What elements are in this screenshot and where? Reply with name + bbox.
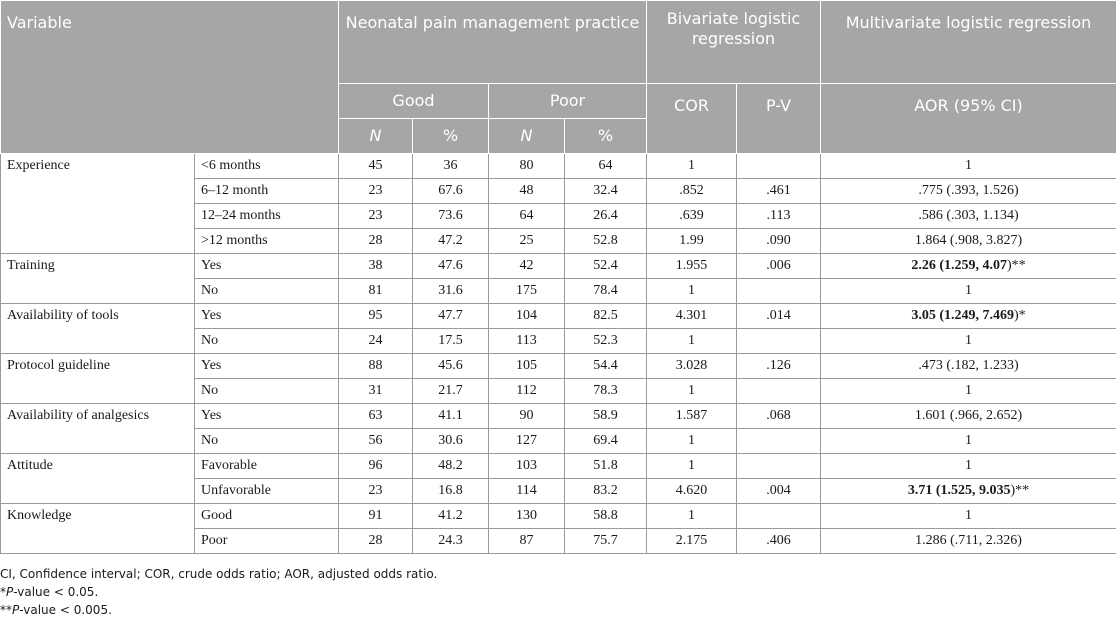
table-body [1, 154, 1116, 554]
good-n-cell: 95 [339, 304, 413, 329]
poor-n-cell: 25 [489, 229, 565, 254]
pv-cell: .014 [737, 304, 821, 329]
aor-value: 1.601 (.966, 2.652) [914, 408, 1023, 423]
good-pct-cell: 45.6 [413, 354, 489, 379]
good-pct-cell: 41.2 [413, 504, 489, 529]
level-cell: >12 months [195, 229, 339, 254]
aor-value-significant: 3.71 (1.525, 9.035 [907, 483, 1011, 498]
good-pct-cell: 16.8 [413, 479, 489, 504]
aor-value: )** [1007, 258, 1026, 273]
aor-value: .775 (.393, 1.526) [918, 183, 1019, 198]
header-practice: Neonatal pain management practice [339, 1, 647, 84]
cor-cell: 1.587 [647, 404, 737, 429]
poor-pct-cell: 26.4 [565, 204, 647, 229]
variable-cell: Attitude [1, 454, 195, 504]
aor-value: 1 [965, 283, 972, 298]
aor-value: .586 (.303, 1.134) [918, 208, 1019, 223]
cor-cell: 1.99 [647, 229, 737, 254]
aor-value: 1 [965, 383, 972, 398]
level-cell: Yes [195, 254, 339, 279]
aor-cell [821, 279, 1116, 304]
poor-pct-cell: 58.8 [565, 504, 647, 529]
aor-cell [821, 379, 1116, 404]
aor-cell [821, 254, 1116, 279]
good-n-cell: 88 [339, 354, 413, 379]
pv-cell: .006 [737, 254, 821, 279]
good-pct-cell: 73.6 [413, 204, 489, 229]
good-n-cell: 63 [339, 404, 413, 429]
footnote-mark: * [0, 585, 6, 599]
poor-pct-cell: 32.4 [565, 179, 647, 204]
good-n-cell: 24 [339, 329, 413, 354]
poor-n-cell: 90 [489, 404, 565, 429]
poor-pct-cell: 82.5 [565, 304, 647, 329]
level-cell: No [195, 379, 339, 404]
aor-cell [821, 179, 1116, 204]
poor-n-cell: 175 [489, 279, 565, 304]
aor-value: 1.286 (.711, 2.326) [915, 533, 1022, 548]
level-cell: Unfavorable [195, 479, 339, 504]
aor-value: 1 [965, 508, 972, 523]
good-n-cell: 38 [339, 254, 413, 279]
header-bivariate: Bivariate logistic regression [647, 1, 821, 84]
pv-cell [737, 379, 821, 404]
level-cell: 12–24 months [195, 204, 339, 229]
cor-cell: 1 [647, 454, 737, 479]
pv-cell [737, 279, 821, 304]
table-row [1, 304, 1116, 329]
good-pct-cell: 24.3 [413, 529, 489, 554]
poor-pct-cell: 83.2 [565, 479, 647, 504]
good-n-cell: 96 [339, 454, 413, 479]
header-good-n: N [339, 119, 413, 154]
aor-cell [821, 504, 1116, 529]
poor-n-cell: 42 [489, 254, 565, 279]
poor-pct-cell: 51.8 [565, 454, 647, 479]
level-cell: <6 months [195, 154, 339, 179]
pv-cell: .090 [737, 229, 821, 254]
aor-value: 1 [965, 333, 972, 348]
aor-value: 1 [965, 458, 972, 473]
poor-n-cell: 103 [489, 454, 565, 479]
aor-cell [821, 304, 1116, 329]
header-good-pct: % [413, 119, 489, 154]
cor-cell: 1 [647, 429, 737, 454]
header-cor: COR [647, 84, 737, 154]
header-good: Good [339, 84, 489, 119]
good-pct-cell: 47.2 [413, 229, 489, 254]
aor-cell [821, 454, 1116, 479]
cor-cell: .852 [647, 179, 737, 204]
aor-cell [821, 429, 1116, 454]
level-cell: Good [195, 504, 339, 529]
good-n-cell: 91 [339, 504, 413, 529]
pv-cell [737, 429, 821, 454]
pv-cell [737, 154, 821, 179]
poor-pct-cell: 52.4 [565, 254, 647, 279]
good-pct-cell: 67.6 [413, 179, 489, 204]
cor-cell: 4.301 [647, 304, 737, 329]
poor-pct-cell: 52.3 [565, 329, 647, 354]
good-n-cell: 23 [339, 179, 413, 204]
pv-cell [737, 329, 821, 354]
good-pct-cell: 47.7 [413, 304, 489, 329]
good-n-cell: 31 [339, 379, 413, 404]
level-cell: Yes [195, 304, 339, 329]
poor-n-cell: 87 [489, 529, 565, 554]
poor-pct-cell: 54.4 [565, 354, 647, 379]
variable-cell: Availability of tools [1, 304, 195, 354]
header-aor: AOR (95% CI) [821, 84, 1116, 154]
aor-cell [821, 479, 1116, 504]
table-row [1, 154, 1116, 179]
footnote-abbreviations: CI, Confidence interval; COR, crude odds ratio; AOR, adjusted odds ratio. [0, 567, 438, 581]
aor-value: 1.864 (.908, 3.827) [914, 233, 1023, 248]
level-cell: 6–12 month [195, 179, 339, 204]
poor-n-cell: 105 [489, 354, 565, 379]
table-row [1, 354, 1116, 379]
table-footnotes [0, 566, 437, 620]
variable-cell: Protocol guideline [1, 354, 195, 404]
good-pct-cell: 36 [413, 154, 489, 179]
footnote-p-symbol: P [6, 585, 14, 599]
cor-cell: 1 [647, 279, 737, 304]
header-multivariate: Multivariate logistic regression [821, 1, 1116, 84]
poor-n-cell: 113 [489, 329, 565, 354]
footnote-p-symbol: P [12, 603, 20, 617]
good-n-cell: 28 [339, 229, 413, 254]
pv-cell: .461 [737, 179, 821, 204]
cor-cell: .639 [647, 204, 737, 229]
poor-pct-cell: 75.7 [565, 529, 647, 554]
aor-cell [821, 404, 1116, 429]
good-pct-cell: 48.2 [413, 454, 489, 479]
poor-n-cell: 80 [489, 154, 565, 179]
header-poor-n: N [489, 119, 565, 154]
good-n-cell: 23 [339, 204, 413, 229]
cor-cell: 1.955 [647, 254, 737, 279]
level-cell: Poor [195, 529, 339, 554]
level-cell: No [195, 279, 339, 304]
header-poor-pct: % [565, 119, 647, 154]
poor-pct-cell: 58.9 [565, 404, 647, 429]
aor-value-significant: 2.26 (1.259, 4.07 [911, 258, 1007, 273]
cor-cell: 1 [647, 329, 737, 354]
cor-cell: 1 [647, 154, 737, 179]
table-row [1, 454, 1116, 479]
aor-cell [821, 229, 1116, 254]
good-pct-cell: 31.6 [413, 279, 489, 304]
poor-n-cell: 112 [489, 379, 565, 404]
good-pct-cell: 47.6 [413, 254, 489, 279]
pv-cell: .004 [737, 479, 821, 504]
poor-n-cell: 104 [489, 304, 565, 329]
variable-cell: Knowledge [1, 504, 195, 554]
pv-cell: .406 [737, 529, 821, 554]
poor-n-cell: 127 [489, 429, 565, 454]
poor-pct-cell: 78.3 [565, 379, 647, 404]
level-cell: No [195, 329, 339, 354]
good-pct-cell: 30.6 [413, 429, 489, 454]
poor-n-cell: 130 [489, 504, 565, 529]
header-pv: P-V [737, 84, 821, 154]
poor-n-cell: 114 [489, 479, 565, 504]
table-header [1, 1, 1116, 154]
aor-cell [821, 154, 1116, 179]
aor-cell [821, 329, 1116, 354]
aor-value-significant: 3.05 (1.249, 7.469 [911, 308, 1014, 323]
aor-cell [821, 529, 1116, 554]
cor-cell: 1 [647, 379, 737, 404]
footnote-significance-2 [0, 602, 437, 618]
footnote-mark: ** [0, 603, 12, 617]
level-cell: No [195, 429, 339, 454]
cor-cell: 3.028 [647, 354, 737, 379]
pv-cell: .126 [737, 354, 821, 379]
level-cell: Favorable [195, 454, 339, 479]
cor-cell: 4.620 [647, 479, 737, 504]
good-pct-cell: 17.5 [413, 329, 489, 354]
aor-cell [821, 204, 1116, 229]
footnote-text: -value < 0.05. [13, 585, 99, 599]
table-row [1, 254, 1116, 279]
good-n-cell: 56 [339, 429, 413, 454]
cor-cell: 2.175 [647, 529, 737, 554]
poor-n-cell: 48 [489, 179, 565, 204]
footnote-significance-1 [0, 584, 437, 600]
aor-value: 1 [965, 158, 972, 173]
level-cell: Yes [195, 354, 339, 379]
pv-cell: .068 [737, 404, 821, 429]
cor-cell: 1 [647, 504, 737, 529]
poor-pct-cell: 64 [565, 154, 647, 179]
footnote-text: -value < 0.005. [19, 603, 112, 617]
pv-cell [737, 454, 821, 479]
level-cell: Yes [195, 404, 339, 429]
pv-cell: .113 [737, 204, 821, 229]
pv-cell [737, 504, 821, 529]
good-n-cell: 28 [339, 529, 413, 554]
good-n-cell: 81 [339, 279, 413, 304]
poor-pct-cell: 69.4 [565, 429, 647, 454]
good-pct-cell: 41.1 [413, 404, 489, 429]
aor-value: )** [1010, 483, 1030, 498]
good-pct-cell: 21.7 [413, 379, 489, 404]
variable-cell: Experience [1, 154, 195, 254]
variable-cell: Availability of analgesics [1, 404, 195, 454]
poor-pct-cell: 52.8 [565, 229, 647, 254]
table-row [1, 504, 1116, 529]
table-row [1, 404, 1116, 429]
header-poor: Poor [489, 84, 647, 119]
poor-pct-cell: 78.4 [565, 279, 647, 304]
aor-value: .473 (.182, 1.233) [918, 358, 1019, 373]
header-variable: Variable [1, 1, 339, 154]
aor-cell [821, 354, 1116, 379]
aor-value: 1 [965, 433, 972, 448]
good-n-cell: 23 [339, 479, 413, 504]
variable-cell: Training [1, 254, 195, 304]
poor-n-cell: 64 [489, 204, 565, 229]
aor-value: )* [1014, 308, 1026, 323]
good-n-cell: 45 [339, 154, 413, 179]
